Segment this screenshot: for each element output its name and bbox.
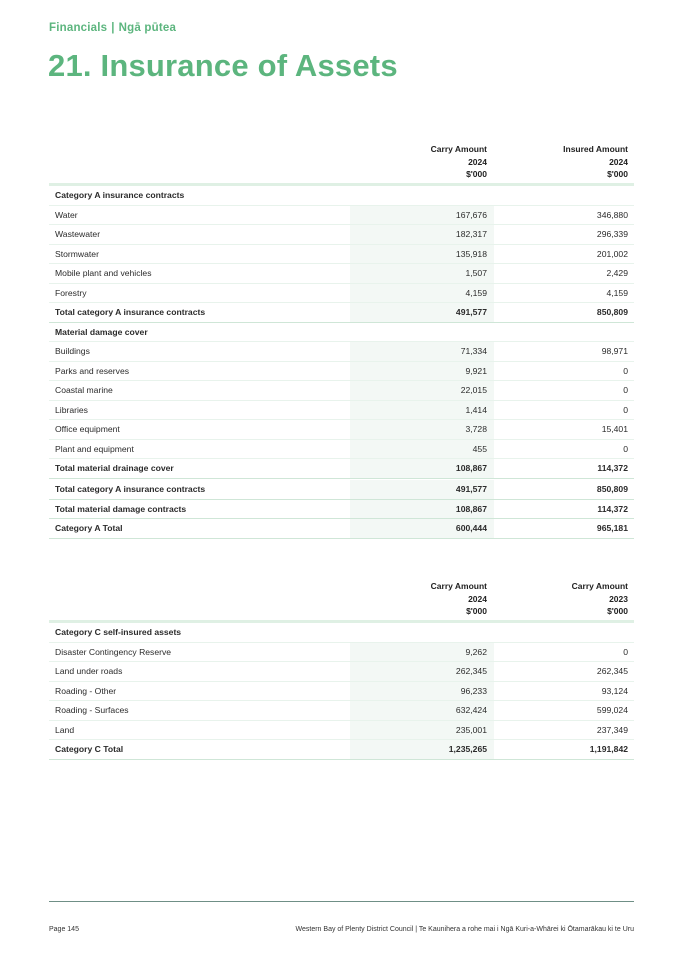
row-label: Roading - Surfaces <box>55 705 129 715</box>
total-row <box>49 500 634 520</box>
table-row <box>49 342 634 362</box>
table-header <box>49 143 634 183</box>
row-label: Category C self-insured assets <box>55 627 182 637</box>
row-value-1: 3,728 <box>465 424 487 434</box>
row-value-2: 0 <box>623 443 628 454</box>
row-value-2: 4,159 <box>606 287 628 298</box>
row-value-2: 850,809 <box>596 484 628 494</box>
row-label: Plant and equipment <box>55 443 134 454</box>
row-value-2: 237,349 <box>596 724 628 735</box>
row-value-2: 98,971 <box>601 346 628 356</box>
row-value-2: 296,339 <box>596 229 628 239</box>
table-row <box>49 721 634 741</box>
row-label: Total category A insurance contracts <box>55 484 206 494</box>
row-value-1: 491,577 <box>455 307 487 317</box>
column-header-insured-2024: Insured Amount 2024 $'000 <box>563 144 628 179</box>
category-c-table <box>49 580 634 760</box>
row-value-1: 96,233 <box>460 685 487 696</box>
row-value-2: 0 <box>623 646 628 657</box>
category-heading-row <box>49 323 634 343</box>
summary-rows <box>49 480 634 539</box>
table-row <box>49 701 634 721</box>
total-row <box>49 519 634 539</box>
column-header-carry-2023: Carry Amount 2023 $'000 <box>571 581 628 616</box>
row-value-2: 201,002 <box>596 248 628 259</box>
table-row <box>49 225 634 245</box>
row-label: Buildings <box>55 346 90 356</box>
row-value-2: 15,401 <box>601 424 628 434</box>
breadcrumb-section-maori: Ngā pūtea <box>118 22 177 34</box>
row-label: Total material damage contracts <box>55 503 187 514</box>
row-value-2: 2,429 <box>606 268 628 278</box>
table-row <box>49 440 634 460</box>
row-value-1: 108,867 <box>455 463 487 473</box>
row-value-2: 0 <box>623 365 628 376</box>
row-value-2: 850,809 <box>596 307 628 317</box>
table-row <box>49 381 634 401</box>
row-label: Wastewater <box>55 229 101 239</box>
row-value-1: 167,676 <box>455 209 487 220</box>
row-value-2: 965,181 <box>596 523 628 533</box>
row-value-2: 599,024 <box>596 705 628 715</box>
table-row <box>49 284 634 304</box>
total-row <box>49 459 634 479</box>
breadcrumb-separator: | <box>111 22 115 34</box>
row-label: Total category A insurance contracts <box>55 307 206 317</box>
row-label: Land <box>55 724 75 735</box>
row-label: Mobile plant and vehicles <box>55 268 152 278</box>
row-value-2: 93,124 <box>601 685 628 696</box>
row-value-1: 632,424 <box>455 705 487 715</box>
table-row <box>49 362 634 382</box>
row-value-1: 182,317 <box>455 229 487 239</box>
row-value-2: 346,880 <box>596 209 628 220</box>
category-a-rows <box>49 186 634 479</box>
category-heading-row <box>49 623 634 643</box>
row-label: Roading - Other <box>55 685 117 696</box>
row-label: Land under roads <box>55 666 123 676</box>
row-value-2: 0 <box>623 404 628 415</box>
row-label: Office equipment <box>55 424 120 434</box>
category-c-rows <box>49 623 634 760</box>
page-title: 21. Insurance of Assets <box>48 48 398 83</box>
table-header <box>49 580 634 620</box>
row-value-1: 71,334 <box>460 346 487 356</box>
footer-organisation: Western Bay of Plenty District Council | Te Kaunihera a rohe mai i Ngā Kuri-a-Whārei ki Ōtamarākau ki te Uru <box>295 926 634 933</box>
row-value-1: 4,159 <box>465 287 487 298</box>
row-value-1: 22,015 <box>460 385 487 395</box>
row-label: Libraries <box>55 404 88 415</box>
row-label: Material damage cover <box>55 326 148 337</box>
row-label: Stormwater <box>55 248 99 259</box>
page-number: Page 145 <box>49 926 79 933</box>
category-a-summary <box>49 480 634 539</box>
row-label: Water <box>55 209 78 220</box>
row-label: Disaster Contingency Reserve <box>55 646 172 657</box>
row-value-2: 114,372 <box>597 503 628 514</box>
row-value-1: 455 <box>472 443 487 454</box>
row-label: Category A insurance contracts <box>55 190 185 200</box>
row-label: Category A Total <box>55 523 123 533</box>
row-label: Category C Total <box>55 744 124 754</box>
table-row <box>49 245 634 265</box>
row-value-2: 1,191,842 <box>589 744 628 754</box>
column-header-carry-2024: Carry Amount 2024 $'000 <box>430 581 487 616</box>
table-row <box>49 643 634 663</box>
breadcrumb <box>49 22 176 34</box>
row-value-1: 491,577 <box>455 484 487 494</box>
table-row <box>49 662 634 682</box>
table-row <box>49 682 634 702</box>
row-value-2: 0 <box>623 385 628 395</box>
row-label: Coastal marine <box>55 385 113 395</box>
category-heading-row <box>49 186 634 206</box>
category-a-table <box>49 143 634 479</box>
row-value-1: 1,414 <box>465 404 487 415</box>
row-value-2: 114,372 <box>597 463 628 473</box>
table-row <box>49 401 634 421</box>
breadcrumb-section: Financials <box>49 22 108 34</box>
row-value-1: 1,507 <box>465 268 487 278</box>
row-value-1: 1,235,265 <box>448 744 487 754</box>
table-row <box>49 420 634 440</box>
table-row <box>49 206 634 226</box>
row-value-1: 600,444 <box>455 523 487 533</box>
table-row <box>49 264 634 284</box>
total-row <box>49 740 634 760</box>
total-row <box>49 303 634 323</box>
total-row <box>49 480 634 500</box>
column-header-carry-2024: Carry Amount 2024 $'000 <box>430 144 487 179</box>
row-value-1: 235,001 <box>455 724 487 735</box>
footer-divider <box>49 901 634 902</box>
row-value-1: 135,918 <box>455 248 487 259</box>
row-value-1: 108,867 <box>455 503 487 514</box>
row-value-2: 262,345 <box>596 666 628 676</box>
row-label: Parks and reserves <box>55 365 130 376</box>
row-value-1: 9,262 <box>465 646 487 657</box>
row-value-1: 262,345 <box>455 666 487 676</box>
row-label: Forestry <box>55 287 87 298</box>
row-value-1: 9,921 <box>465 365 487 376</box>
row-label: Total material drainage cover <box>55 463 174 473</box>
